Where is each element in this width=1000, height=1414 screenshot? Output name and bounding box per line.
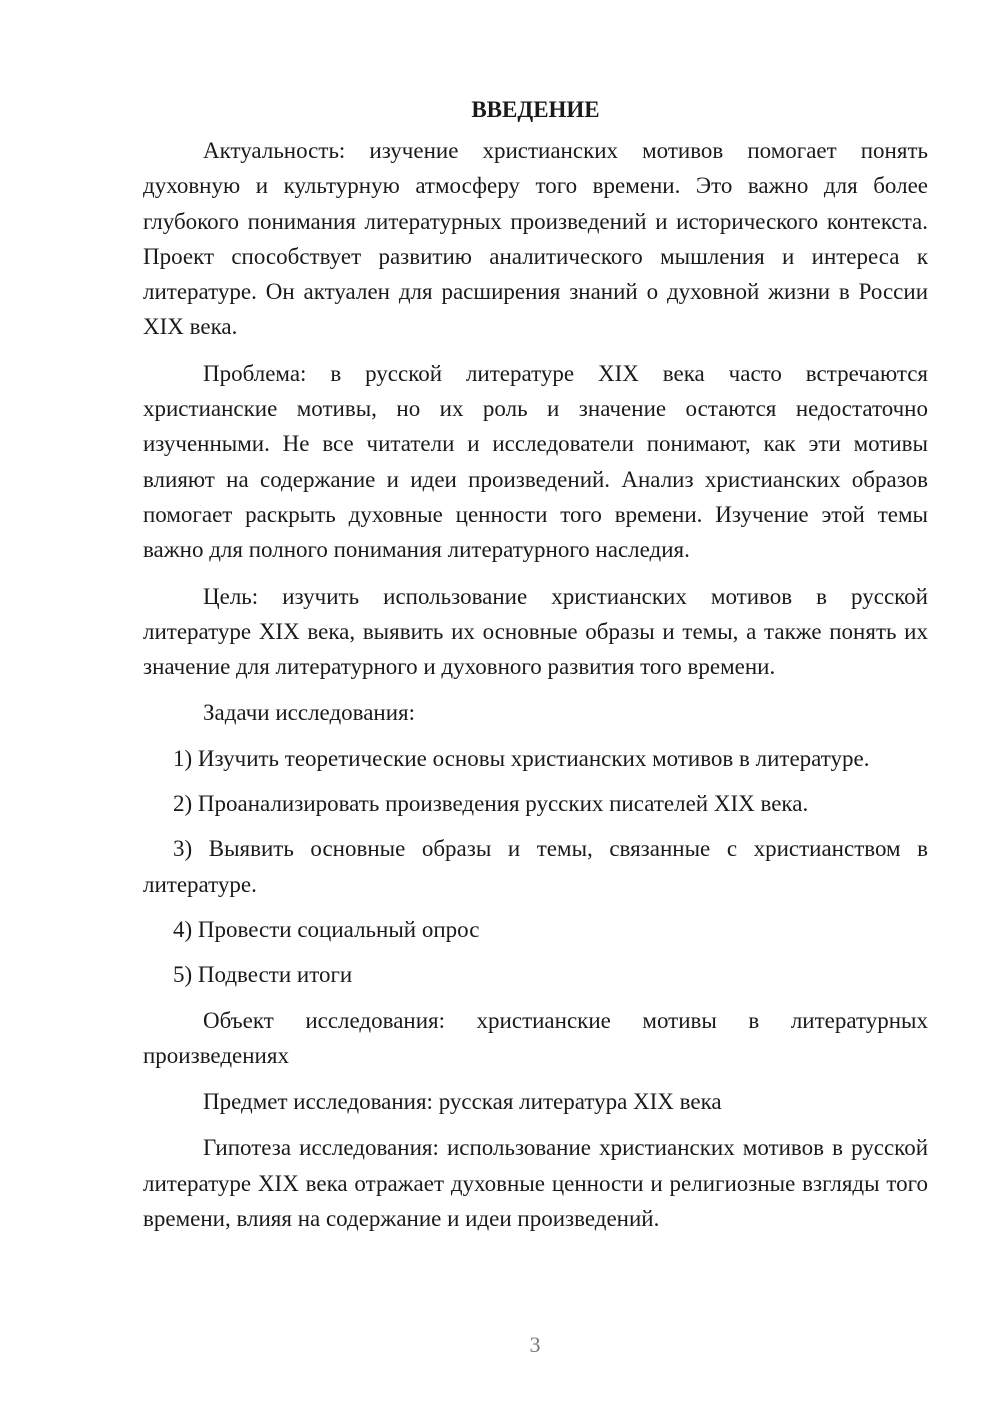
section-heading: ВВЕДЕНИЕ: [471, 97, 600, 122]
hypothesis-paragraph: Гипотеза исследования: использование христианских мотивов в русской литературе XIX века отражает духовные ценности и религиозные взгляды того времени, влияя на содержание и идеи произведений.: [143, 1135, 928, 1232]
task-item: 5) Подвести итоги: [173, 962, 353, 988]
goal-paragraph: Цель: изучить использование христианских мотивов в русской литературе XIX века, выявить их основные образы и темы, а также понять их значение для литературного и духовного развития того времени.: [143, 583, 928, 680]
task-item: 2) Проанализировать произведения русских писателей XIX века.: [173, 791, 809, 817]
problem-paragraph: Проблема: в русской литературе XIX века часто встречаются христианские мотивы, но их роль и значение остаются недостаточно изученными. Не все читатели и исследователи понимают, как эти мотивы влияют на содержание и идеи произведений. Анализ христианских образов помогает раскрыть духовные ценности того времени. Изучение этой темы важно для полного понимания литературного наследия.: [143, 360, 928, 563]
subject-paragraph: Предмет исследования: русская литература XIX века: [203, 1089, 722, 1115]
page-number: 3: [529, 1332, 541, 1357]
relevance-paragraph: Актуальность: изучение христианских мотивов помогает понять духовную и культурную атмосферу того времени. Это важно для более глубокого понимания литературных произведений и исторического контекста. Проект способствует развитию аналитического мышления и интереса к литературе. Он актуален для расширения знаний о духовной жизни в России XIX века.: [143, 138, 928, 340]
tasks-title: Задачи исследования:: [203, 700, 416, 726]
task-item: 4) Провести социальный опрос: [173, 916, 480, 942]
document-page: [143, 92, 928, 1247]
object-paragraph: Объект исследования: христианские мотивы в литературных произведениях: [143, 1007, 928, 1068]
task-item: 1) Изучить теоретические основы христианских мотивов в литературе.: [173, 745, 870, 771]
task-item: 3) Выявить основные образы и темы, связанные с христианством в литературе.: [143, 836, 928, 897]
